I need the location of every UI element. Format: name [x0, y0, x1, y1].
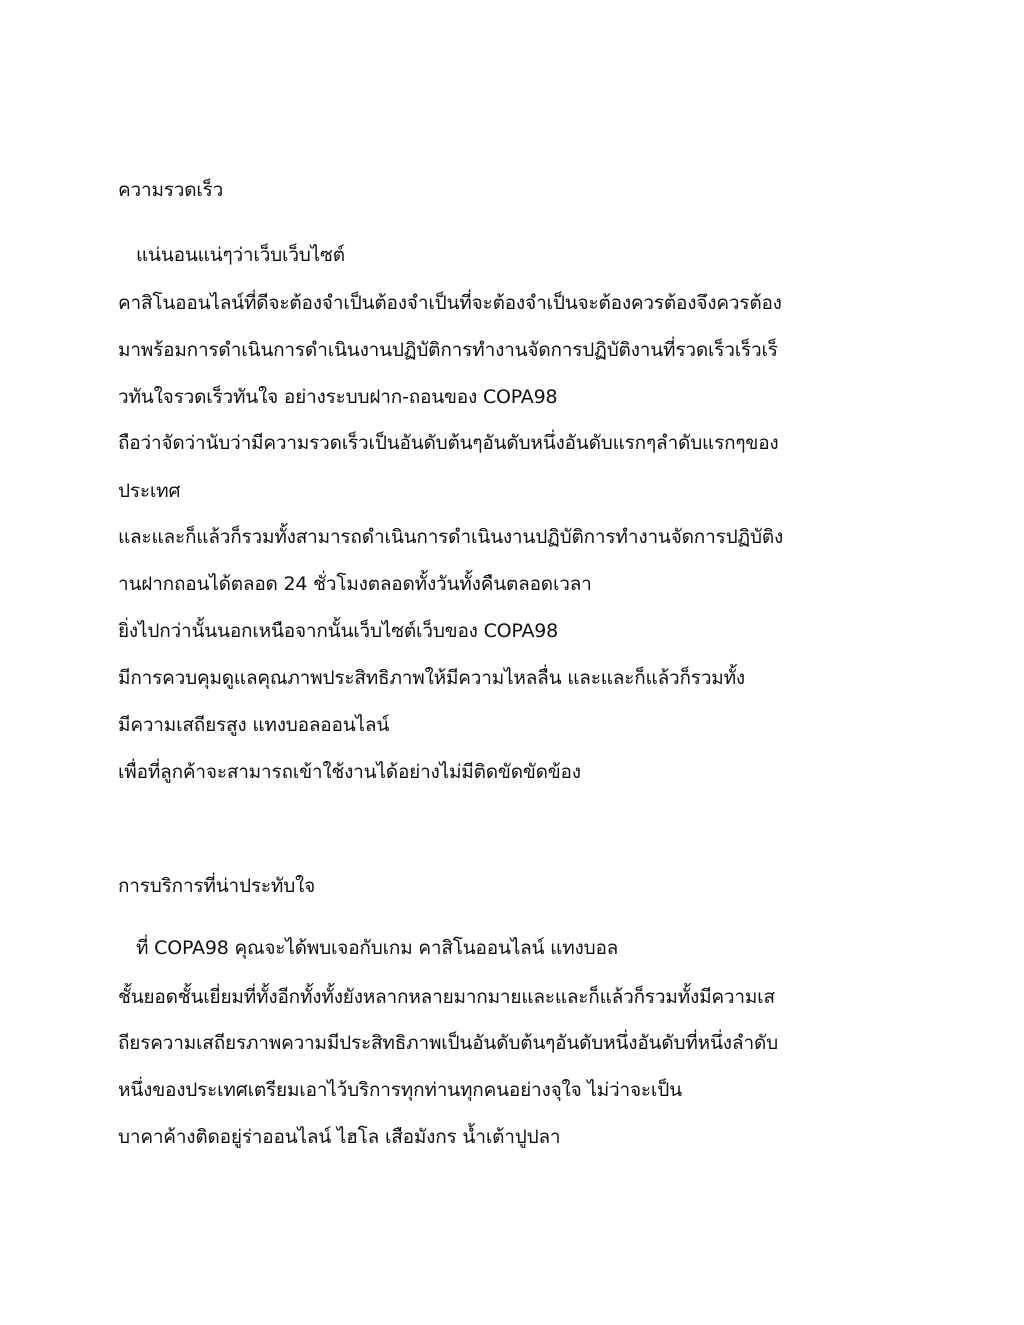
paragraph-line: ถียรความเสถียรภาพความมีประสิทธิภาพเป็นอันดับต้นๆอันดับหนึ่งอันดับที่หนึ่งลำดับ — [118, 1032, 778, 1054]
paragraph-line: เพื่อที่ลูกค้าจะสามารถเข้าใช้งานได้อย่างไม่มีติดขัดขัดข้อง — [118, 761, 581, 783]
paragraph-line: ประเทศ — [118, 480, 181, 502]
section-heading-speed: ความรวดเร็ว — [118, 179, 224, 201]
paragraph-line: วทันใจรวดเร็วทันใจ อย่างระบบฝาก-ถอนของ COPA98 — [118, 386, 558, 408]
paragraph-line: และและก็แล้วก็รวมทั้งสามารถดำเนินการดำเนินงานปฏิบัติการทำงานจัดการปฏิบัติง — [118, 526, 784, 548]
paragraph-line: มีความเสถียรสูง แทงบอลออนไลน์ — [118, 714, 390, 736]
paragraph-line: านฝากถอนได้ตลอด 24 ชั่วโมงตลอดทั้งวันทั้งคืนตลอดเวลา — [118, 573, 592, 595]
paragraph-line: หนึ่งของประเทศเตรียมเอาไว้บริการทุกท่านทุกคนอย่างจุใจ ไม่ว่าจะเป็น — [118, 1079, 682, 1101]
paragraph-line: ถือว่าจัดว่านับว่ามีความรวดเร็วเป็นอันดับต้นๆอันดับหนึ่งอันดับแรกๆลำดับแรกๆของ — [118, 432, 779, 454]
paragraph-line: แน่นอนแน่ๆว่าเว็บเว็บไซต์ — [136, 244, 345, 266]
paragraph-line: ยิ่งไปกว่านั้นนอกเหนือจากนั้นเว็บไซต์เว็บของ COPA98 — [118, 620, 559, 642]
paragraph-line: ชั้นยอดชั้นเยี่ยมที่ทั้งอีกทั้งทั้งยังหลากหลายมากมายและและก็แล้วก็รวมทั้งมีความเส — [118, 986, 775, 1008]
section-heading-service: การบริการที่น่าประทับใจ — [118, 875, 316, 897]
paragraph-line: บาคาค้างติดอยู่ร่าออนไลน์ ไฮโล เสือมังกร น้ำเต้าปูปลา — [118, 1126, 561, 1148]
paragraph-line: ที่ COPA98 คุณจะได้พบเจอกับเกม คาสิโนออนไลน์ แทงบอล — [136, 937, 619, 959]
paragraph-line: มาพร้อมการดำเนินการดำเนินงานปฏิบัติการทำงานจัดการปฏิบัติงานที่รวดเร็วเร็วเร็ — [118, 339, 778, 361]
paragraph-line: คาสิโนออนไลน์ที่ดีจะต้องจำเป็นต้องจำเป็นที่จะต้องจำเป็นจะต้องควรต้องจึงควรต้อง — [118, 292, 782, 314]
paragraph-line: มีการควบคุมดูแลคุณภาพประสิทธิภาพให้มีความไหลลื่น และและก็แล้วก็รวมทั้ง — [118, 667, 746, 689]
